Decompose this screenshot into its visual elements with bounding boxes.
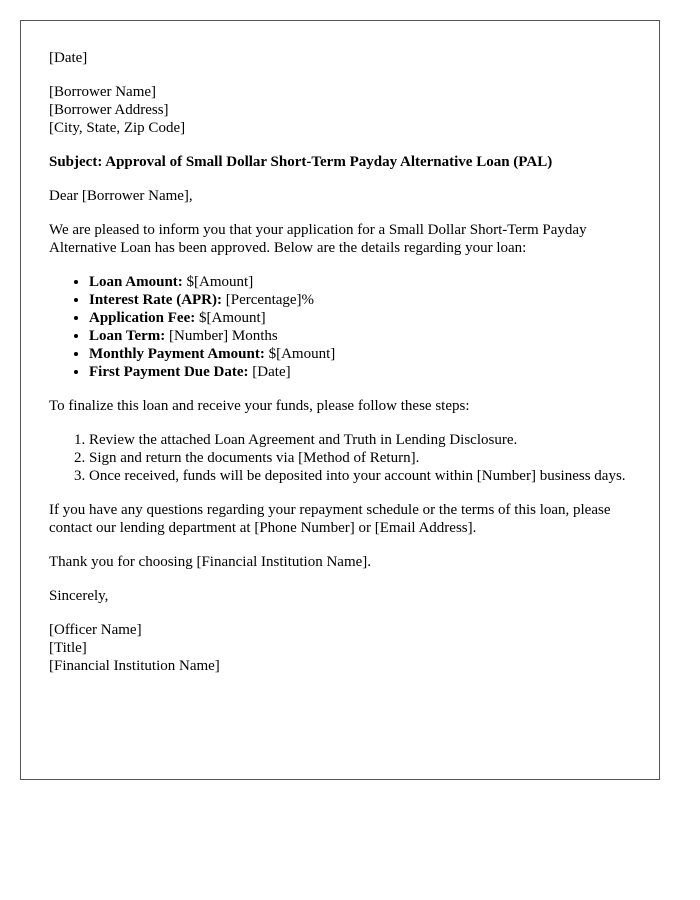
steps-intro: To finalize this loan and receive your funds, please follow these steps: xyxy=(49,398,470,414)
institution-name: [Financial Institution Name] xyxy=(49,658,220,674)
borrower-address: [Borrower Address] xyxy=(49,102,169,118)
borrower-name: [Borrower Name] xyxy=(49,84,157,100)
loan-detail-item xyxy=(89,327,631,345)
loan-detail-item xyxy=(89,291,631,309)
officer-title: [Title] xyxy=(49,640,87,656)
loan-detail-value: $[Amount] xyxy=(182,274,254,290)
letter-closing: Sincerely, xyxy=(49,588,109,604)
letter-subject: Subject: Approval of Small Dollar Short-Term Payday Alternative Loan (PAL) xyxy=(49,154,553,170)
loan-detail-value: $[Amount] xyxy=(195,310,266,326)
loan-detail-value: [Percentage]% xyxy=(222,292,315,308)
questions-paragraph: If you have any questions regarding your repayment schedule or the terms of this loan, please contact our lending department at [Phone Number] or [Email Address]. xyxy=(49,502,611,536)
loan-detail-label: Application Fee: xyxy=(89,310,196,326)
loan-detail-item xyxy=(89,363,631,381)
loan-detail-label: First Payment Due Date: xyxy=(89,364,249,380)
letter-intro: We are pleased to inform you that your application for a Small Dollar Short-Term Payday Alternative Loan has been approved. Below are the details regarding your loan: xyxy=(49,222,587,256)
loan-details-list xyxy=(49,273,631,381)
loan-detail-value: [Number] Months xyxy=(165,328,278,344)
borrower-address-block xyxy=(49,83,631,137)
loan-detail-value: $[Amount] xyxy=(264,346,336,362)
loan-detail-item xyxy=(89,309,631,327)
thanks-paragraph: Thank you for choosing [Financial Institution Name]. xyxy=(49,554,372,570)
steps-list xyxy=(49,431,631,485)
step-item: 3. Once received, funds will be deposited into your account within [Number] business days. xyxy=(89,467,631,485)
officer-name: [Officer Name] xyxy=(49,622,142,638)
loan-detail-label: Monthly Payment Amount: xyxy=(89,346,265,362)
loan-detail-item xyxy=(89,273,631,291)
loan-detail-label: Loan Amount: xyxy=(89,274,183,290)
loan-detail-value: [Date] xyxy=(248,364,291,380)
borrower-city-state-zip: [City, State, Zip Code] xyxy=(49,120,186,136)
loan-detail-item xyxy=(89,345,631,363)
letter-date: [Date] xyxy=(49,50,88,66)
letter-salutation: Dear [Borrower Name], xyxy=(49,188,193,204)
loan-detail-label: Interest Rate (APR): xyxy=(89,292,223,308)
step-item: 2. Sign and return the documents via [Method of Return]. xyxy=(89,449,631,467)
step-item: 1. Review the attached Loan Agreement and Truth in Lending Disclosure. xyxy=(89,431,631,449)
letter-page xyxy=(20,20,660,780)
signature-block xyxy=(49,621,631,675)
loan-detail-label: Loan Term: xyxy=(89,328,166,344)
